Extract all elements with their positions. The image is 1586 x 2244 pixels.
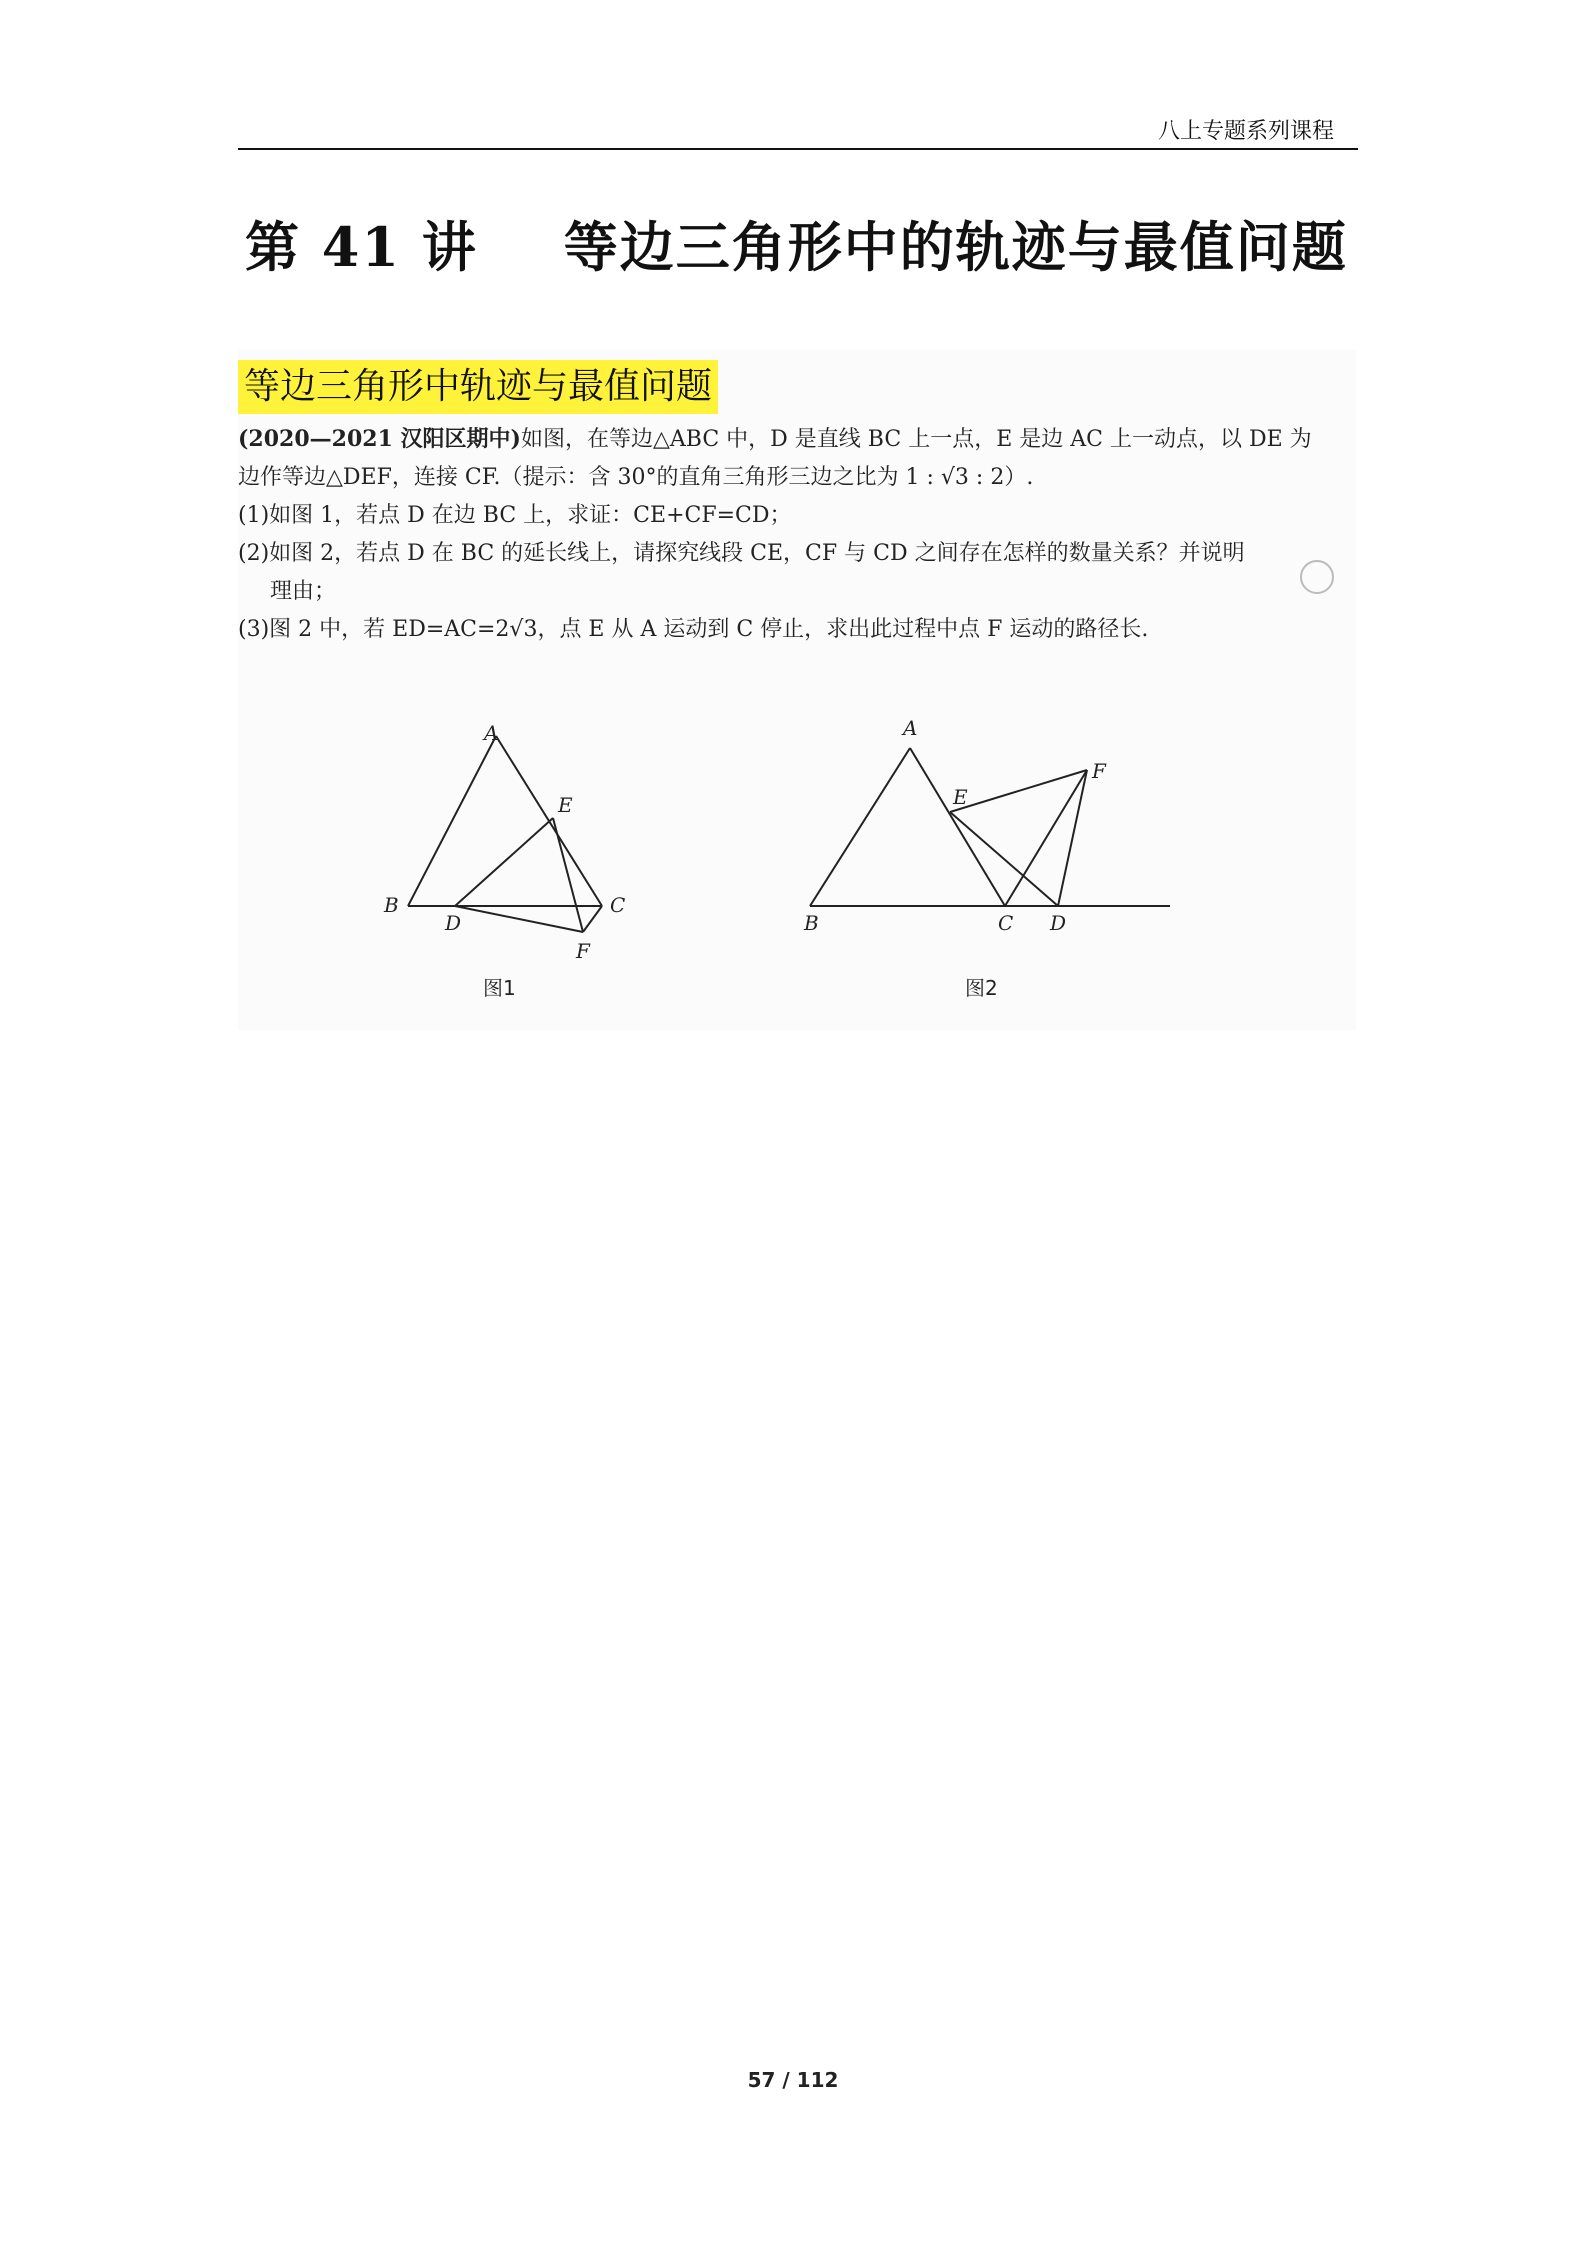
- fig1-segment-cf: [583, 906, 602, 932]
- page-current: 57: [747, 2068, 776, 2092]
- figure-2: [810, 748, 1170, 906]
- fig2-label-a: A: [903, 716, 918, 740]
- question-3: (3)图 2 中，若 ED=AC=2√3，点 E 从 A 运动到 C 停止，求出此过程中点 F 运动的路径长.: [238, 617, 1149, 642]
- fig1-caption: 图1: [483, 976, 516, 1000]
- fig1-label-c: C: [610, 893, 626, 917]
- page-total: 112: [796, 2068, 839, 2092]
- figure-1: [408, 736, 602, 932]
- fig1-label-e: E: [558, 793, 573, 817]
- figure-2-labels: [803, 716, 1107, 1000]
- lecture-topic: 等边三角形中的轨迹与最值问题: [563, 215, 1348, 279]
- fig2-segment-ab: [810, 748, 910, 906]
- fig2-segment-ac: [910, 748, 1005, 906]
- course-series-label: 八上专题系列课程: [1157, 119, 1334, 144]
- fig1-label-d: D: [445, 911, 462, 935]
- fig2-label-e: E: [953, 785, 968, 809]
- fig2-label-b: B: [804, 911, 819, 935]
- question-2-line1: (2)如图 2，若点 D 在 BC 的延长线上，请探究线段 CE，CF 与 CD 之间存在怎样的数量关系？并说明: [238, 541, 1245, 566]
- fig2-caption: 图2: [965, 976, 998, 1000]
- fig1-label-f: F: [576, 939, 590, 963]
- lecture-number: 第 41 讲: [245, 215, 478, 279]
- fig2-segment-df: [1058, 770, 1087, 906]
- fig1-label-b: B: [384, 893, 399, 917]
- problem-intro-line2: 边作等边△DEF，连接 CF.（提示：含 30°的直角三角形三边之比为 1 : √3 : 2）.: [238, 465, 1034, 490]
- problem-source: (2020—2021 汉阳区期中): [238, 426, 521, 452]
- fig2-label-d: D: [1050, 911, 1067, 935]
- fig2-label-f: F: [1092, 759, 1106, 783]
- fig2-label-c: C: [998, 911, 1014, 935]
- fig1-label-a: A: [484, 721, 499, 745]
- question-2-line2: 理由；: [270, 579, 337, 604]
- page-separator: /: [782, 2068, 790, 2092]
- fig1-segment-ef: [553, 818, 583, 932]
- fig2-segment-de: [950, 812, 1058, 906]
- figure-1-labels: [383, 721, 625, 1000]
- page-number: [0, 2068, 1586, 2092]
- question-1: (1)如图 1，若点 D 在边 BC 上，求证：CE+CF=CD；: [238, 503, 792, 528]
- fig1-segment-de: [455, 818, 553, 906]
- problem-intro-line1: 如图，在等边△ABC 中，D 是直线 BC 上一点，E 是边 AC 上一动点，以 DE 为: [520, 427, 1312, 452]
- fig1-segment-df: [455, 906, 583, 932]
- section-highlight-title: 等边三角形中轨迹与最值问题: [238, 360, 718, 414]
